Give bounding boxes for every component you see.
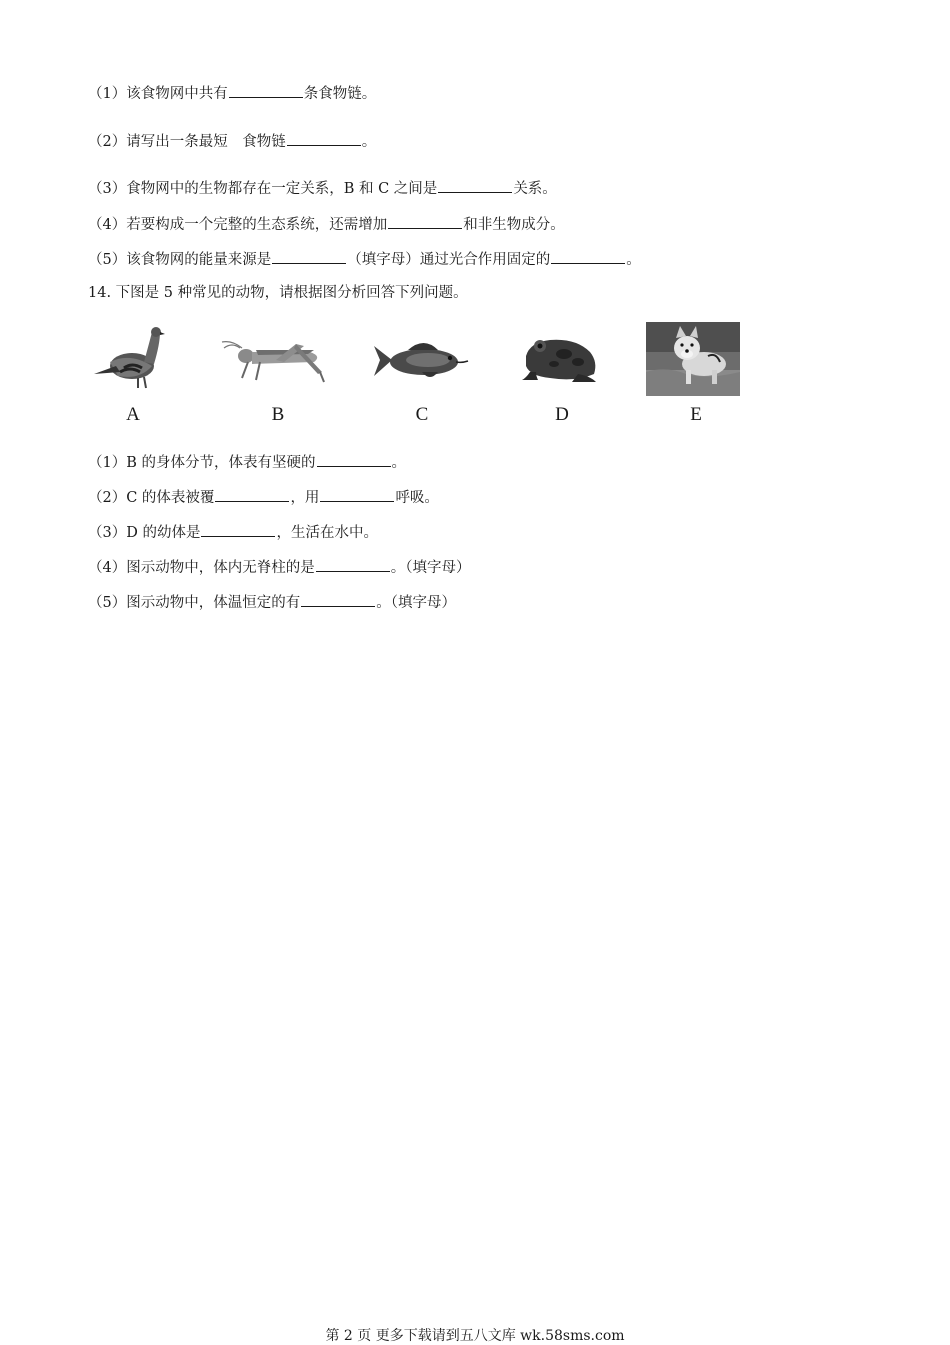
animal-label-d: D [555,404,569,425]
answer-blank[interactable] [317,452,391,467]
answer-blank[interactable] [215,487,289,502]
q14-stem: 14. 下图是 5 种常见的动物，请根据图分析回答下列问题。 [88,285,468,301]
page-footer: 第 2 页 更多下载请到五八文库 wk.58sms.com [325,1328,625,1344]
grasshopper-icon [218,334,328,386]
answer-blank[interactable] [320,487,394,502]
animal-label-b: B [271,404,285,425]
answer-blank[interactable] [301,592,375,607]
q13-part5: （5）该食物网的能量来源是 （填字母）通过光合作用固定的 。 [88,249,641,269]
answer-blank[interactable] [272,249,346,264]
answer-blank[interactable] [201,522,275,537]
q13-part2: （2）请写出一条最短 食物链 。 [88,131,376,151]
answer-blank[interactable] [388,214,462,229]
q14-part4: （4）图示动物中，体内无脊柱的是 。（填字母） [88,557,470,577]
q13-part4: （4）若要构成一个完整的生态系统，还需增加 和非生物成分。 [88,214,565,234]
answer-blank[interactable] [229,83,303,98]
pigeon-icon [90,322,166,392]
animal-label-c: C [415,404,429,425]
answer-blank[interactable] [316,557,390,572]
answer-blank[interactable] [438,178,512,193]
animal-label-a: A [126,404,140,425]
q14-part3: （3）D 的幼体是 ，生活在水中。 [88,522,378,542]
fish-icon [372,336,470,384]
dog-photo [646,322,740,396]
q14-part1: （1）B 的身体分节，体表有坚硬的 。 [88,452,406,472]
frog-icon [520,332,600,384]
answer-blank[interactable] [287,131,361,146]
animal-label-e: E [690,404,702,425]
q14-part2: （2）C 的体表被覆 ，用 呼吸。 [88,487,439,507]
q14-part5: （5）图示动物中，体温恒定的有 。（填字母） [88,592,456,612]
answer-blank[interactable] [551,249,625,264]
q13-part3: （3）食物网中的生物都存在一定关系，B 和 C 之间是 关系。 [88,178,557,198]
q13-part1: （1）该食物网中共有 条食物链。 [88,83,376,103]
